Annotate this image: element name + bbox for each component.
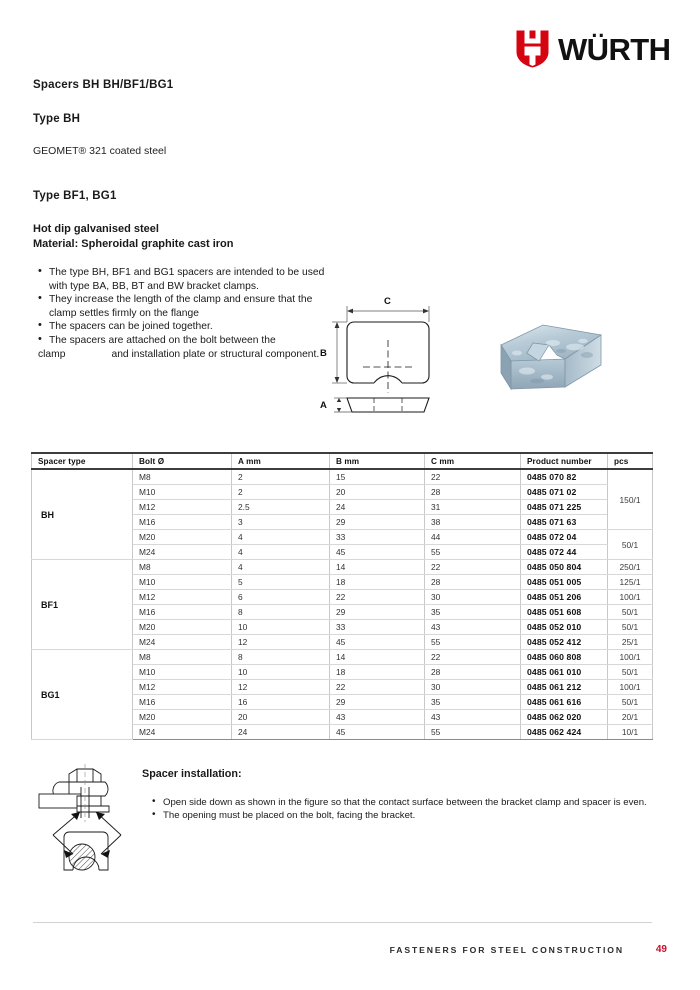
a-mm-cell: 10 <box>232 665 330 680</box>
product-number-cell: 0485 062 020 <box>521 710 608 725</box>
product-number-cell: 0485 062 424 <box>521 725 608 740</box>
bolt-diameter-cell: M8 <box>133 469 232 485</box>
bolt-diameter-cell: M8 <box>133 560 232 575</box>
c-mm-cell: 43 <box>425 620 521 635</box>
product-number-cell: 0485 061 010 <box>521 665 608 680</box>
col-header-a-mm: A mm <box>232 453 330 469</box>
product-number-cell: 0485 051 206 <box>521 590 608 605</box>
col-header-bolt-diameter: Bolt Ø <box>133 453 232 469</box>
product-number-cell: 0485 070 82 <box>521 469 608 485</box>
wurth-shield-icon <box>516 30 549 68</box>
a-mm-cell: 4 <box>232 560 330 575</box>
bolt-diameter-cell: M20 <box>133 710 232 725</box>
product-number-cell: 0485 060 808 <box>521 650 608 665</box>
pcs-cell: 125/1 <box>608 575 653 590</box>
bolt-diameter-cell: M16 <box>133 515 232 530</box>
spec-table-body <box>32 469 653 740</box>
b-mm-cell: 22 <box>330 590 425 605</box>
bolt-diameter-cell: M16 <box>133 605 232 620</box>
a-mm-cell: 3 <box>232 515 330 530</box>
brand-name: WÜRTH <box>558 31 671 67</box>
bolt-diameter-cell: M12 <box>133 680 232 695</box>
product-number-cell: 0485 072 04 <box>521 530 608 545</box>
list-item <box>38 334 328 361</box>
a-mm-cell: 2 <box>232 485 330 500</box>
material-line-1: Hot dip galvanised steel <box>33 223 159 235</box>
c-mm-cell: 55 <box>425 725 521 740</box>
product-number-cell: 0485 051 005 <box>521 575 608 590</box>
list-item-line-1: The spacers are attached on the bolt between the <box>49 334 276 346</box>
spec-table <box>31 452 653 740</box>
page-number: 49 <box>655 944 667 955</box>
c-mm-cell: 44 <box>425 530 521 545</box>
pcs-cell: 25/1 <box>608 635 653 650</box>
b-mm-cell: 20 <box>330 485 425 500</box>
product-photo-spacer <box>487 315 612 405</box>
brand-logo <box>516 30 670 68</box>
a-mm-cell: 12 <box>232 680 330 695</box>
col-header-b-mm: B mm <box>330 453 425 469</box>
pcs-cell: 100/1 <box>608 680 653 695</box>
b-mm-cell: 33 <box>330 620 425 635</box>
b-mm-cell: 24 <box>330 500 425 515</box>
pcs-cell: 100/1 <box>608 650 653 665</box>
b-mm-cell: 33 <box>330 530 425 545</box>
c-mm-cell: 55 <box>425 545 521 560</box>
pcs-cell: 50/1 <box>608 605 653 620</box>
b-mm-cell: 14 <box>330 560 425 575</box>
a-mm-cell: 4 <box>232 530 330 545</box>
footer-divider <box>33 922 652 923</box>
technical-drawing-spacer <box>318 292 488 422</box>
bolt-diameter-cell: M24 <box>133 545 232 560</box>
c-mm-cell: 28 <box>425 485 521 500</box>
a-mm-cell: 2 <box>232 469 330 485</box>
installation-bullet-list <box>152 796 652 823</box>
list-item: • The type BH, BF1 and BG1 spacers are intended to be used with type BA, BB, BT and BW bracket clamps. <box>38 266 328 293</box>
bolt-diameter-cell: M8 <box>133 650 232 665</box>
page-title: Spacers BH BH/BF1/BG1 <box>33 79 174 91</box>
b-mm-cell: 15 <box>330 469 425 485</box>
product-number-cell: 0485 050 804 <box>521 560 608 575</box>
product-number-cell: 0485 072 44 <box>521 545 608 560</box>
bolt-diameter-cell: M16 <box>133 695 232 710</box>
a-mm-cell: 5 <box>232 575 330 590</box>
product-number-cell: 0485 051 608 <box>521 605 608 620</box>
list-item: • The opening must be placed on the bolt, facing the bracket. <box>152 809 652 822</box>
spacer-type-cell: BH <box>32 469 133 560</box>
installation-diagram <box>33 762 135 874</box>
col-header-c-mm: C mm <box>425 453 521 469</box>
spacer-type-cell: BF1 <box>32 560 133 650</box>
table-row <box>32 469 653 485</box>
product-number-cell: 0485 071 02 <box>521 485 608 500</box>
material-bf1-bg1 <box>33 222 234 252</box>
bolt-diameter-cell: M12 <box>133 500 232 515</box>
c-mm-cell: 22 <box>425 560 521 575</box>
dimension-label-a: A <box>320 400 327 411</box>
pcs-cell: 250/1 <box>608 560 653 575</box>
list-item: • The spacers can be joined together. <box>38 320 328 334</box>
a-mm-cell: 10 <box>232 620 330 635</box>
bolt-diameter-cell: M12 <box>133 590 232 605</box>
a-mm-cell: 8 <box>232 605 330 620</box>
material-line-2: Material: Spheroidal graphite cast iron <box>33 238 234 250</box>
dimension-label-b: B <box>320 348 327 359</box>
pcs-cell: 10/1 <box>608 725 653 740</box>
a-mm-cell: 24 <box>232 725 330 740</box>
bolt-diameter-cell: M20 <box>133 530 232 545</box>
c-mm-cell: 35 <box>425 605 521 620</box>
b-mm-cell: 29 <box>330 695 425 710</box>
b-mm-cell: 29 <box>330 605 425 620</box>
product-number-cell: 0485 071 63 <box>521 515 608 530</box>
list-item: • Open side down as shown in the figure so that the contact surface between the bracket clamp and spacer is even. <box>152 796 652 809</box>
col-header-spacer-type: Spacer type <box>32 453 133 469</box>
b-mm-cell: 14 <box>330 650 425 665</box>
material-bh: GEOMET® 321 coated steel <box>33 145 167 157</box>
c-mm-cell: 38 <box>425 515 521 530</box>
b-mm-cell: 18 <box>330 575 425 590</box>
b-mm-cell: 45 <box>330 545 425 560</box>
a-mm-cell: 12 <box>232 635 330 650</box>
pcs-cell: 50/1 <box>608 530 653 560</box>
c-mm-cell: 28 <box>425 575 521 590</box>
spacer-type-cell: BG1 <box>32 650 133 740</box>
c-mm-cell: 31 <box>425 500 521 515</box>
b-mm-cell: 43 <box>330 710 425 725</box>
table-row <box>32 650 653 665</box>
b-mm-cell: 45 <box>330 725 425 740</box>
a-mm-cell: 2.5 <box>232 500 330 515</box>
table-row <box>32 560 653 575</box>
col-header-pcs: pcs <box>608 453 653 469</box>
pcs-cell: 20/1 <box>608 710 653 725</box>
a-mm-cell: 8 <box>232 650 330 665</box>
c-mm-cell: 35 <box>425 695 521 710</box>
c-mm-cell: 30 <box>425 680 521 695</box>
col-header-product-number: Product number <box>521 453 608 469</box>
c-mm-cell: 22 <box>425 650 521 665</box>
heading-type-bf1-bg1: Type BF1, BG1 <box>33 190 117 202</box>
table-header-row <box>32 453 653 469</box>
bolt-diameter-cell: M20 <box>133 620 232 635</box>
installation-title: Spacer installation: <box>142 768 242 780</box>
spec-table-wrap <box>31 452 652 740</box>
c-mm-cell: 55 <box>425 635 521 650</box>
c-mm-cell: 28 <box>425 665 521 680</box>
dimension-label-c: C <box>384 296 391 307</box>
product-number-cell: 0485 061 616 <box>521 695 608 710</box>
a-mm-cell: 6 <box>232 590 330 605</box>
c-mm-cell: 22 <box>425 469 521 485</box>
feature-bullet-list <box>38 266 328 361</box>
b-mm-cell: 29 <box>330 515 425 530</box>
bolt-diameter-cell: M10 <box>133 665 232 680</box>
pcs-cell: 100/1 <box>608 590 653 605</box>
list-item: • They increase the length of the clamp and ensure that the clamp settles firmly on the flange <box>38 293 328 320</box>
a-mm-cell: 4 <box>232 545 330 560</box>
heading-type-bh: Type BH <box>33 113 81 125</box>
pcs-cell: 150/1 <box>608 469 653 530</box>
product-number-cell: 0485 052 010 <box>521 620 608 635</box>
hang-word: clamp <box>38 348 66 360</box>
pcs-cell: 50/1 <box>608 665 653 680</box>
b-mm-cell: 45 <box>330 635 425 650</box>
b-mm-cell: 18 <box>330 665 425 680</box>
a-mm-cell: 16 <box>232 695 330 710</box>
line-2-rest: and installation plate or structural component. <box>111 348 320 360</box>
product-number-cell: 0485 052 412 <box>521 635 608 650</box>
list-item-line-2 <box>38 348 328 362</box>
pcs-cell: 50/1 <box>608 620 653 635</box>
bolt-diameter-cell: M24 <box>133 725 232 740</box>
product-number-cell: 0485 061 212 <box>521 680 608 695</box>
footer-section-label: FASTENERS FOR STEEL CONSTRUCTION <box>389 945 624 955</box>
bolt-diameter-cell: M24 <box>133 635 232 650</box>
bolt-diameter-cell: M10 <box>133 485 232 500</box>
product-number-cell: 0485 071 225 <box>521 500 608 515</box>
a-mm-cell: 20 <box>232 710 330 725</box>
pcs-cell: 50/1 <box>608 695 653 710</box>
bolt-diameter-cell: M10 <box>133 575 232 590</box>
c-mm-cell: 43 <box>425 710 521 725</box>
b-mm-cell: 22 <box>330 680 425 695</box>
c-mm-cell: 30 <box>425 590 521 605</box>
